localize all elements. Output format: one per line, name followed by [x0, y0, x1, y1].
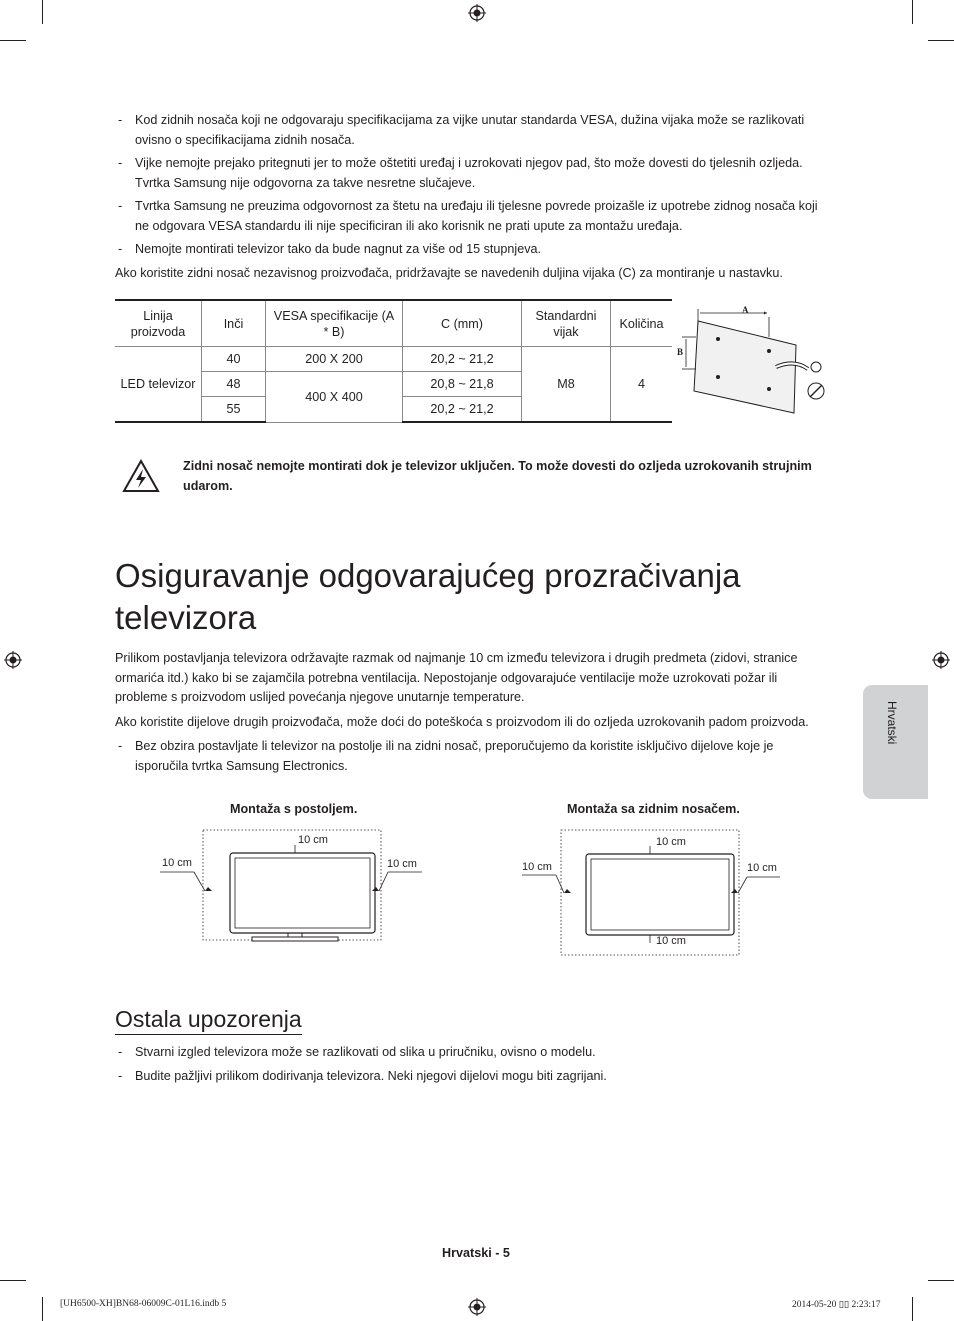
table-row: [115, 347, 672, 372]
wall-diagram-label: Montaža sa zidnim nosačem.: [567, 802, 740, 816]
c-mm-cell: 20,2 ~ 21,2: [403, 397, 522, 423]
bullet-dash: -: [118, 739, 123, 753]
wall-bracket-figure: [676, 303, 836, 423]
table-header: Količina: [611, 300, 673, 347]
screw-cell: M8: [522, 347, 611, 423]
ventilation-paragraph: Prilikom postavljanja televizora održavajte razmak od najmanje 10 cm između televizora i drugih predmeta (zidovi, stranice ormarića itd.) kako bi se zajamčila potrebna ventilacija. Nepostojanje odgovarajuće ventilacije može uzrokovati požar ili probleme s proizvodom uslijed povećanja njegove unutarnje temperature.: [115, 651, 798, 704]
registration-mark-icon: [932, 651, 950, 669]
table-header: Standardni vijak: [522, 300, 611, 347]
wall-mount-diagram: [520, 825, 790, 957]
ventilation-paragraph: Ako koristite dijelove drugih proizvođača, može doći do poteškoća s proizvodom ili do ozljeda uzrokovanih padom proizvoda.: [115, 715, 809, 729]
crop-mark: [928, 40, 954, 41]
crop-mark: [912, 0, 913, 24]
vesa-cell: 400 X 400: [266, 372, 403, 423]
size-cell: 48: [202, 372, 266, 397]
table-header: C (mm): [403, 300, 522, 347]
bullet-dash: -: [118, 1069, 123, 1083]
bullet-dash: -: [118, 199, 123, 213]
wall-gap-top: 10 cm: [656, 836, 686, 848]
subsection-title: Ostala upozorenja: [115, 1004, 302, 1035]
product-line-cell: LED televizor: [115, 347, 202, 423]
bullet-text: Nemojte montirati televizor tako da bude nagnut za više od 15 stupnjeva.: [135, 242, 542, 256]
wall-gap-right: 10 cm: [747, 862, 777, 874]
crop-mark: [42, 0, 43, 24]
bracket-label-b: B: [677, 347, 684, 357]
crop-mark: [42, 1297, 43, 1321]
warning-text: Zidni nosač nemojte montirati dok je televizor uključen. To može dovesti do ozljeda uzrokovanih strujnim udarom.: [183, 459, 812, 493]
imprint-left: [UH6500-XH]BN68-06009C-01L16.indb 5: [60, 1299, 227, 1309]
table-header: VESA specifikacije (A * B): [266, 300, 403, 347]
stand-gap-left: 10 cm: [162, 857, 192, 869]
bullet-text: Budite pažljivi prilikom dodirivanja televizora. Neki njegovi dijelovi mogu biti zagrijani.: [135, 1069, 607, 1083]
bullet-dash: -: [118, 156, 123, 170]
c-mm-cell: 20,2 ~ 21,2: [403, 347, 522, 372]
wall-gap-left: 10 cm: [522, 861, 552, 873]
bullet-text: Vijke nemojte prejako pritegnuti jer to može oštetiti uređaj i uzrokovati njegov pad, što može dovesti do tjelesnih ozljeda. Tvrtka Samsung nije odgovorna za takve nesretne slučajeve.: [135, 156, 803, 190]
size-cell: 55: [202, 397, 266, 423]
language-side-tab: [863, 685, 928, 799]
bullet-dash: -: [118, 1045, 123, 1059]
table-header: Inči: [202, 300, 266, 347]
crop-mark: [928, 1280, 954, 1281]
registration-mark-icon: [4, 651, 22, 669]
bullet-dash: -: [118, 242, 123, 256]
quantity-cell: 4: [611, 347, 673, 423]
stand-gap-right: 10 cm: [387, 858, 417, 870]
bullet-text: Tvrtka Samsung ne preuzima odgovornost za štetu na uređaju ili tjelesne povrede proizašle iz upotrebe zidnog nosača koji ne odgovara VESA standardu ili nije specificiran ili ako korisnik ne prati upute za montažu uređaja.: [135, 199, 818, 233]
bracket-label-a: A: [742, 305, 749, 315]
stand-diagram-label: Montaža s postoljem.: [230, 802, 358, 816]
c-mm-cell: 20,8 ~ 21,8: [403, 372, 522, 397]
registration-mark-icon: [468, 4, 486, 22]
imprint-right: 2014-05-20 ▯▯ 2:23:17: [792, 1300, 881, 1310]
table-header: Linija proizvoda: [115, 300, 202, 347]
bullet-text: Kod zidnih nosača koji ne odgovaraju specifikacijama za vijke unutar standarda VESA, dužina vijaka može se razlikovati ovisno o specifikacijama zidnih nosača.: [135, 113, 805, 147]
stand-gap-top: 10 cm: [298, 834, 328, 846]
electric-shock-warning-icon: [122, 459, 160, 493]
registration-mark-icon: [468, 1298, 486, 1316]
bullet-text: Stvarni izgled televizora može se razlikovati od slika u priručniku, ovisno o modelu.: [135, 1045, 596, 1059]
section-title: Osiguravanje odgovarajućeg prozračivanja televizora: [115, 557, 741, 636]
crop-mark: [0, 40, 26, 41]
vesa-cell: 200 X 200: [266, 347, 403, 372]
bullet-text: Bez obzira postavljate li televizor na postolje ili na zidni nosač, preporučujemo da koristite isključivo dijelove koje je isporučila tvrtka Samsung Electronics.: [135, 739, 774, 773]
wall-gap-bottom: 10 cm: [656, 935, 686, 947]
size-cell: 40: [202, 347, 266, 372]
crop-mark: [0, 1280, 26, 1281]
crop-mark: [912, 1297, 913, 1321]
page-footer: Hrvatski - 5: [442, 1246, 510, 1260]
side-tab-label: Hrvatski: [885, 701, 899, 745]
bullet-dash: -: [118, 113, 123, 127]
vesa-spec-table: [115, 299, 672, 423]
stand-mount-diagram: [160, 825, 430, 945]
intro-line: Ako koristite zidni nosač nezavisnog proizvođača, pridržavajte se navedenih duljina vijaka (C) za montiranje u nastavku.: [115, 266, 783, 280]
